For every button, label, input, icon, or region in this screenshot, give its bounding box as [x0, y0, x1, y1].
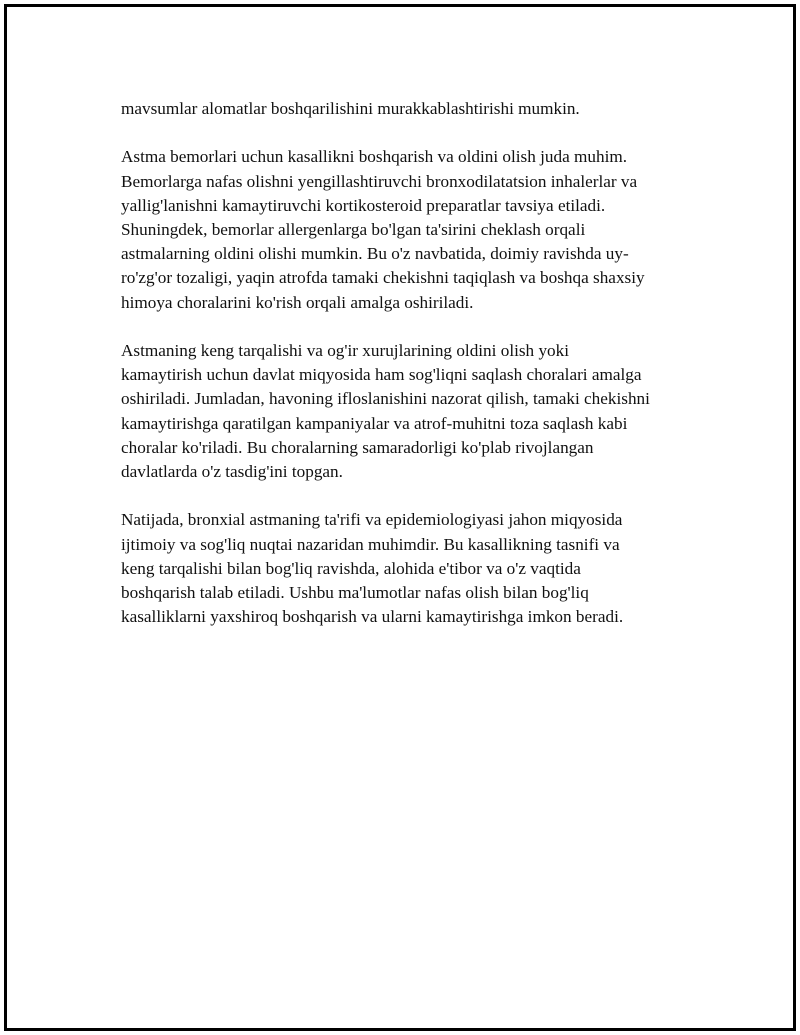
paragraph-3: [121, 339, 701, 484]
text-line: astmalarning oldini olishi mumkin. Bu o'z navbatida, doimiy ravishda uy-: [121, 244, 629, 264]
text-line: Bemorlarga nafas olishni yengillashtiruvchi bronxodilatatsion inhalerlar va: [121, 171, 638, 191]
text-line: Shuningdek, bemorlar allergenlarga bo'lgan ta'sirini cheklash orqali: [121, 220, 586, 239]
text-line: kamaytirishga qaratilgan kampaniyalar va atrof-muhitni toza saqlash kabi: [121, 413, 628, 433]
text-line: ijtimoiy va sog'liq nuqtai nazaridan muhimdir. Bu kasallikning tasnifi va: [121, 534, 620, 554]
text-line: Astmaning keng tarqalishi va og'ir xurujlarining oldini olish yoki: [121, 341, 570, 360]
document-body: [121, 97, 701, 654]
text-line: oshiriladi. Jumladan, havoning ifloslanishini nazorat qilish, tamaki chekishni: [121, 389, 650, 409]
text-line: yallig'lanishni kamaytiruvchi kortikosteroid preparatlar tavsiya etiladi.: [121, 195, 606, 215]
text-line: davlatlarda o'z tasdig'ini topgan.: [121, 462, 343, 482]
text-line: ro'zg'or tozaligi, yaqin atrofda tamaki chekishni taqiqlash va boshqa shaxsiy: [121, 268, 645, 288]
text-line: Astma bemorlari uchun kasallikni boshqarish va oldini olish juda muhim.: [121, 147, 628, 167]
document-page: [4, 4, 796, 1031]
text-line: mavsumlar alomatlar boshqarilishini murakkablashtirishi mumkin.: [121, 99, 580, 118]
text-line: keng tarqalishi bilan bog'liq ravishda, alohida e'tibor va o'z vaqtida: [121, 558, 581, 578]
text-line: kamaytirish uchun davlat miqyosida ham sog'liqni saqlash choralari amalga: [121, 365, 642, 385]
text-line: boshqarish talab etiladi. Ushbu ma'lumotlar nafas olish bilan bog'liq: [121, 583, 589, 603]
text-line: choralar ko'riladi. Bu choralarning samaradorligi ko'plab rivojlangan: [121, 437, 594, 457]
paragraph-2: [121, 145, 701, 314]
text-line: kasalliklarni yaxshiroq boshqarish va ularni kamaytirishga imkon beradi.: [121, 607, 624, 627]
paragraph-1: [121, 97, 701, 121]
paragraph-4: [121, 508, 701, 629]
text-line: himoya choralarini ko'rish orqali amalga oshiriladi.: [121, 292, 474, 312]
text-line: Natijada, bronxial astmaning ta'rifi va epidemiologiyasi jahon miqyosida: [121, 510, 623, 530]
